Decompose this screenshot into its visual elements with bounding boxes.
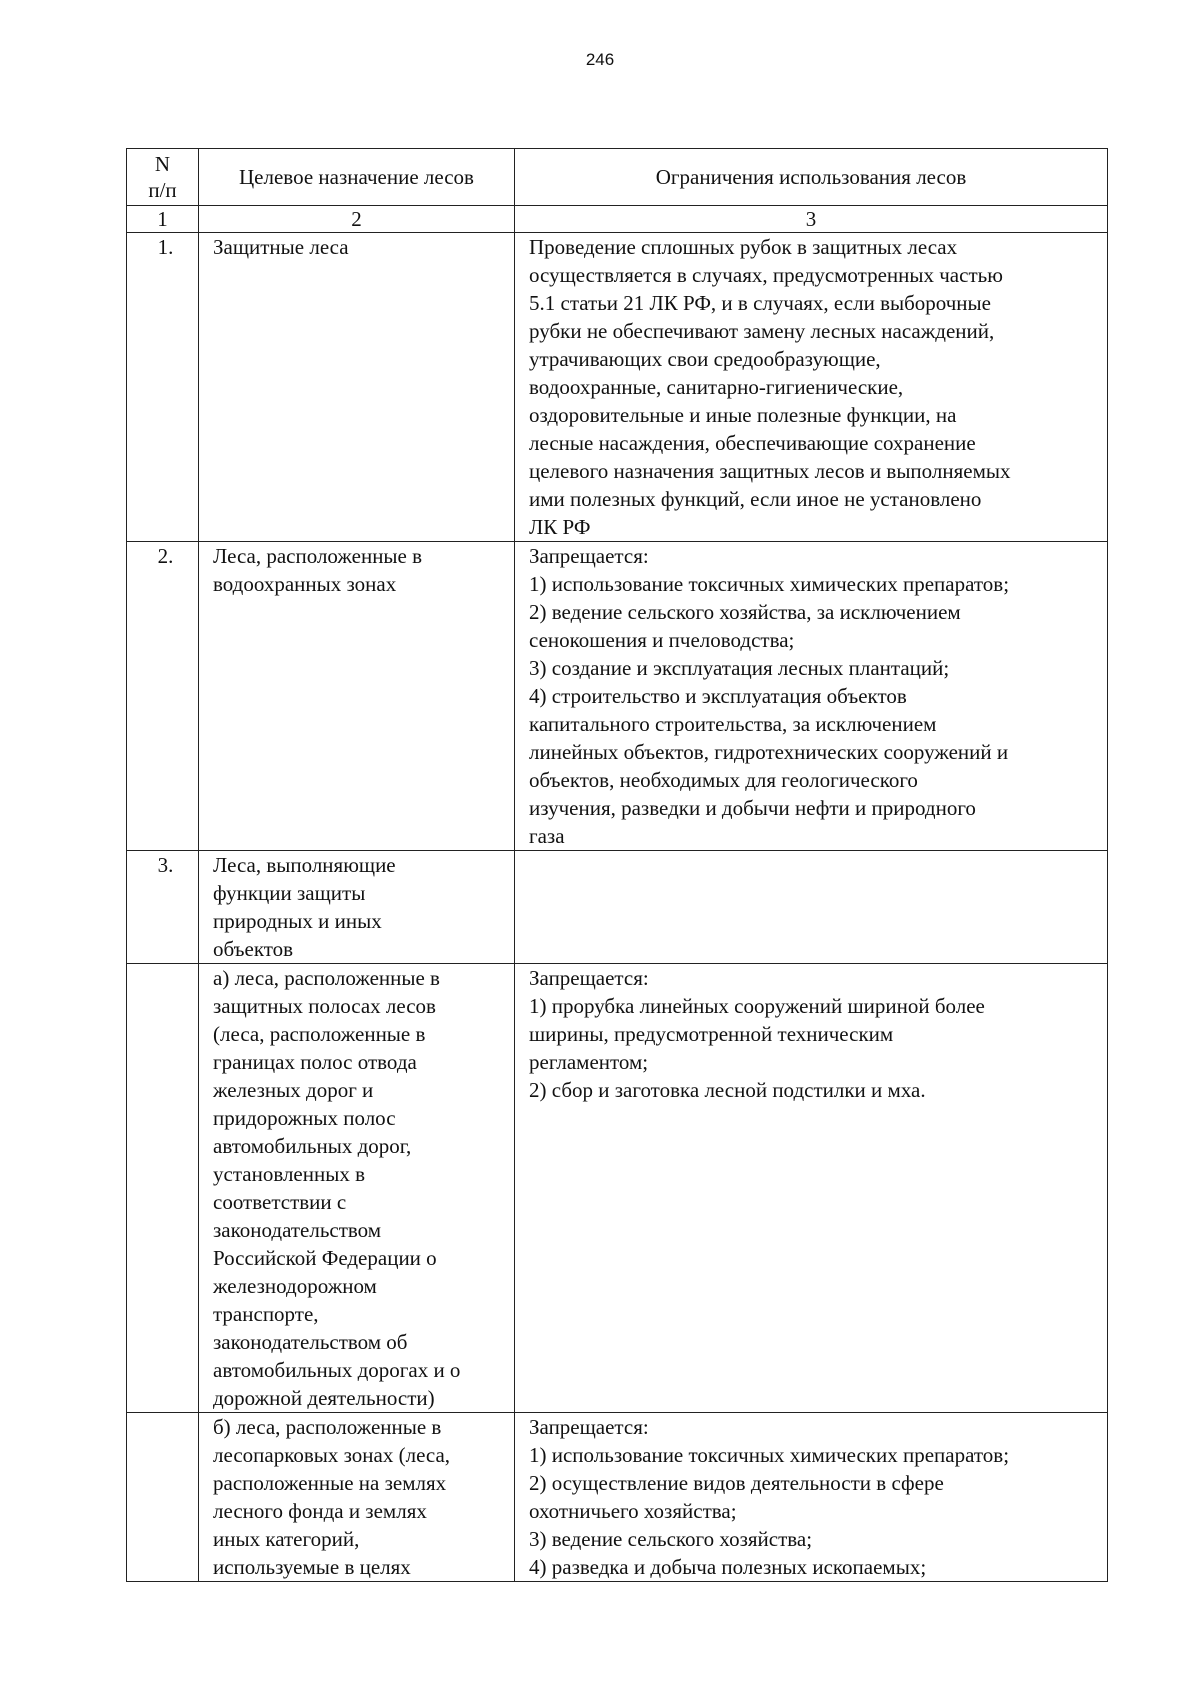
purpose-cell bbox=[199, 542, 515, 851]
restrictions-cell-line: осуществляется в случаях, предусмотренных частью bbox=[529, 263, 1003, 287]
restrictions-cell-line: регламентом; bbox=[529, 1050, 649, 1074]
purpose-cell-line: (леса, расположенные в bbox=[213, 1022, 426, 1046]
purpose-cell-line: соответствии с bbox=[213, 1190, 347, 1214]
forest-restrictions-table bbox=[126, 148, 1108, 1582]
purpose-cell bbox=[199, 964, 515, 1413]
row-number bbox=[127, 1413, 199, 1582]
purpose-cell-line: придорожных полос bbox=[213, 1106, 396, 1130]
column-numbers-row bbox=[127, 206, 1108, 233]
restrictions-cell-line: 2) осуществление видов деятельности в сфере bbox=[529, 1471, 944, 1495]
row-number: 2. bbox=[127, 542, 199, 851]
purpose-cell-line: Леса, расположенные в bbox=[213, 544, 423, 568]
restrictions-cell-line: 1) использование токсичных химических препаратов; bbox=[529, 1443, 1010, 1467]
column-number: 1 bbox=[127, 206, 199, 233]
restrictions-cell bbox=[515, 233, 1108, 542]
restrictions-cell-line: оздоровительные и иные полезные функции, на bbox=[529, 403, 957, 427]
purpose-cell-line: природных и иных bbox=[213, 909, 382, 933]
column-number: 2 bbox=[199, 206, 515, 233]
purpose-cell-line: расположенные на землях bbox=[213, 1471, 447, 1495]
purpose-cell-line: Российской Федерации о bbox=[213, 1246, 437, 1270]
purpose-cell-line: объектов bbox=[213, 937, 294, 961]
restrictions-cell-line: 1) прорубка линейных сооружений шириной более bbox=[529, 994, 985, 1018]
purpose-cell-line: автомобильных дорог, bbox=[213, 1134, 412, 1158]
restrictions-cell-line: целевого назначения защитных лесов и выполняемых bbox=[529, 459, 1011, 483]
purpose-cell-line: законодательством bbox=[213, 1218, 382, 1242]
restrictions-cell bbox=[515, 542, 1108, 851]
restrictions-cell-line: объектов, необходимых для геологического bbox=[529, 768, 918, 792]
restrictions-cell-line: 3) создание и эксплуатация лесных плантаций; bbox=[529, 656, 950, 680]
purpose-cell-line: железнодорожном bbox=[213, 1274, 377, 1298]
restrictions-cell-line: 3) ведение сельского хозяйства; bbox=[529, 1527, 813, 1551]
restrictions-cell-line: Запрещается: bbox=[529, 544, 649, 568]
purpose-cell bbox=[199, 1413, 515, 1582]
restrictions-cell-line: Запрещается: bbox=[529, 1415, 649, 1439]
purpose-cell-line: Леса, выполняющие bbox=[213, 853, 396, 877]
purpose-cell-line: транспорте, bbox=[213, 1302, 319, 1326]
restrictions-cell-line: ширины, предусмотренной техническим bbox=[529, 1022, 894, 1046]
row-number: 1. bbox=[127, 233, 199, 542]
restrictions-cell bbox=[515, 964, 1108, 1413]
restrictions-cell-line: изучения, разведки и добычи нефти и природного bbox=[529, 796, 976, 820]
table-body bbox=[127, 233, 1108, 1582]
purpose-cell-line: железных дорог и bbox=[213, 1078, 374, 1102]
purpose-cell-line: Защитные леса bbox=[213, 235, 349, 259]
page-number: 246 bbox=[585, 50, 615, 69]
table-row bbox=[127, 1413, 1108, 1582]
restrictions-cell-line: 1) использование токсичных химических препаратов; bbox=[529, 572, 1010, 596]
restrictions-cell-line: рубки не обеспечивают замену лесных насаждений, bbox=[529, 319, 995, 343]
restrictions-cell-line: сенокошения и пчеловодства; bbox=[529, 628, 795, 652]
restrictions-cell-line: линейных объектов, гидротехнических сооружений и bbox=[529, 740, 1009, 764]
purpose-cell-line: защитных полосах лесов bbox=[213, 994, 436, 1018]
restrictions-cell-line: лесные насаждения, обеспечивающие сохранение bbox=[529, 431, 976, 455]
row-number: 3. bbox=[127, 851, 199, 964]
restrictions-cell-line: Проведение сплошных рубок в защитных лесах bbox=[529, 235, 958, 259]
restrictions-cell-line: 4) разведка и добыча полезных ископаемых; bbox=[529, 1555, 927, 1579]
restrictions-cell-line: капитального строительства, за исключением bbox=[529, 712, 937, 736]
restrictions-cell-line: утрачивающих свои средообразующие, bbox=[529, 347, 881, 371]
table-row bbox=[127, 542, 1108, 851]
restrictions-cell-line: 2) сбор и заготовка лесной подстилки и мха. bbox=[529, 1078, 926, 1102]
header-num-line2: п/п bbox=[148, 178, 177, 202]
restrictions-cell-line: водоохранные, санитарно-гигиенические, bbox=[529, 375, 904, 399]
purpose-cell-line: лесопарковых зонах (леса, bbox=[213, 1443, 451, 1467]
restrictions-cell-line: Запрещается: bbox=[529, 966, 649, 990]
purpose-cell bbox=[199, 851, 515, 964]
restrictions-cell-line: охотничьего хозяйства; bbox=[529, 1499, 737, 1523]
purpose-cell-line: используемые в целях bbox=[213, 1555, 411, 1579]
header-num-line1: N bbox=[154, 152, 171, 176]
restrictions-cell-line: газа bbox=[529, 824, 565, 848]
restrictions-cell-line: 2) ведение сельского хозяйства, за исключением bbox=[529, 600, 961, 624]
row-number bbox=[127, 964, 199, 1413]
header-purpose: Целевое назначение лесов bbox=[199, 149, 515, 206]
table-header-row bbox=[127, 149, 1108, 206]
restrictions-cell bbox=[515, 1413, 1108, 1582]
restrictions-cell bbox=[515, 851, 1108, 964]
purpose-cell bbox=[199, 233, 515, 542]
purpose-cell-line: иных категорий, bbox=[213, 1527, 360, 1551]
column-number: 3 bbox=[515, 206, 1108, 233]
purpose-cell-line: автомобильных дорогах и о bbox=[213, 1358, 461, 1382]
purpose-cell-line: функции защиты bbox=[213, 881, 366, 905]
purpose-cell-line: а) леса, расположенные в bbox=[213, 966, 440, 990]
restrictions-cell-line: ими полезных функций, если иное не установлено bbox=[529, 487, 982, 511]
header-num bbox=[127, 149, 199, 206]
purpose-cell-line: установленных в bbox=[213, 1162, 366, 1186]
restrictions-cell-line: 5.1 статьи 21 ЛК РФ, и в случаях, если выборочные bbox=[529, 291, 991, 315]
purpose-cell-line: границах полос отвода bbox=[213, 1050, 417, 1074]
restrictions-cell-line: ЛК РФ bbox=[529, 515, 591, 539]
table-row bbox=[127, 233, 1108, 542]
purpose-cell-line: водоохранных зонах bbox=[213, 572, 397, 596]
purpose-cell-line: лесного фонда и землях bbox=[213, 1499, 427, 1523]
purpose-cell-line: законодательством об bbox=[213, 1330, 408, 1354]
header-limits: Ограничения использования лесов bbox=[515, 149, 1108, 206]
table-row bbox=[127, 851, 1108, 964]
table-row bbox=[127, 964, 1108, 1413]
purpose-cell-line: дорожной деятельности) bbox=[213, 1386, 435, 1410]
restrictions-cell-line: 4) строительство и эксплуатация объектов bbox=[529, 684, 907, 708]
purpose-cell-line: б) леса, расположенные в bbox=[213, 1415, 442, 1439]
